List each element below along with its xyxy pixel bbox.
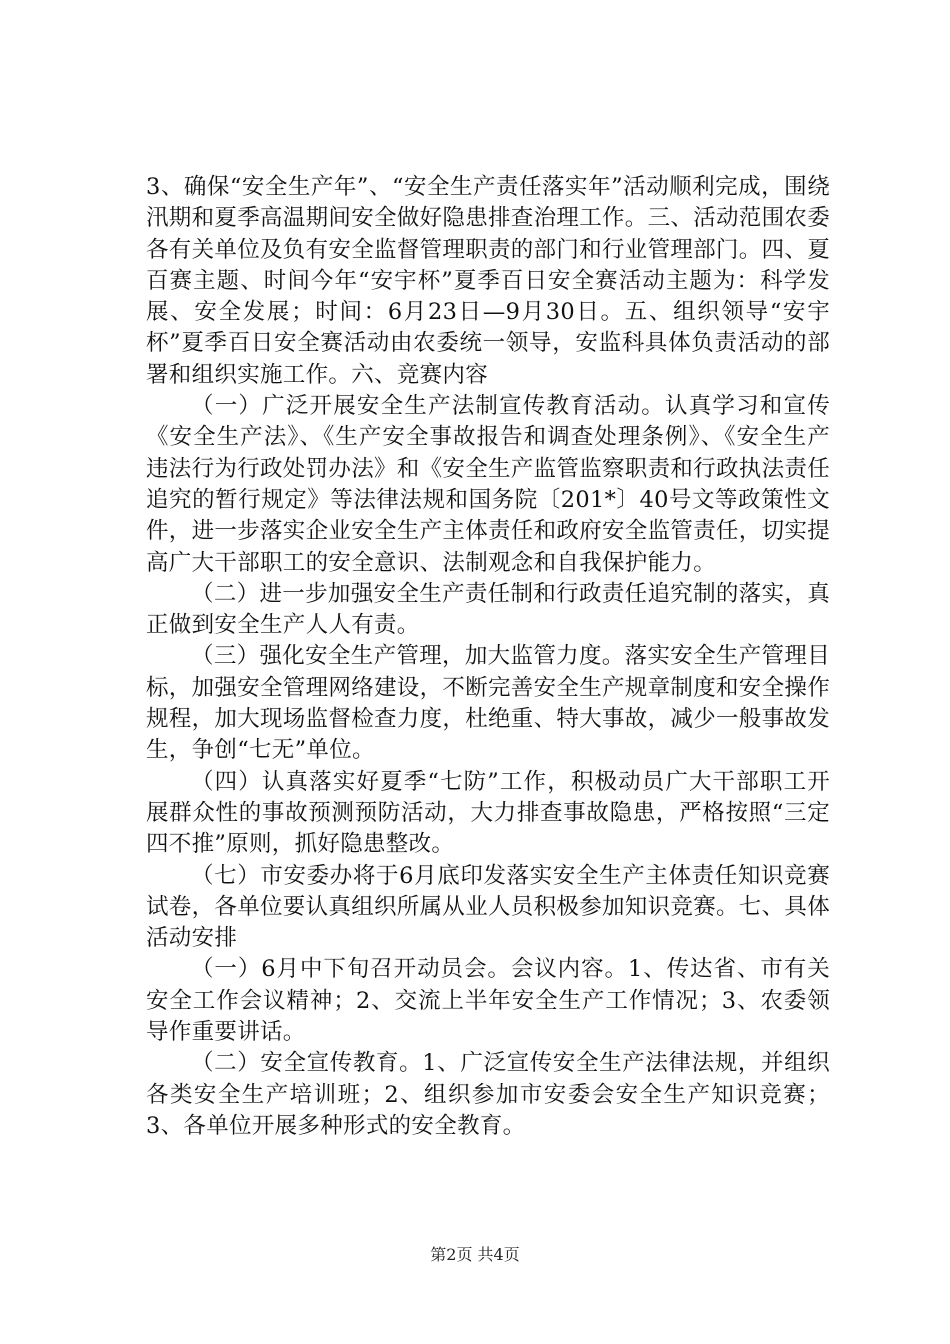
paragraph-activity-overview: 3、确保“安全生产年”、“安全生产责任落实年”活动顺利完成，围绕汛期和夏季高温期间安全做好隐患排查治理工作。三、活动范围农委各有关单位及负有安全监督管理职责的部门和行业管理部门。四、夏百赛主题、时间今年“安宇杯”夏季百日安全赛活动主题为：科学发展、安全发展；时间：6月23日—9月30日。五、组织领导“安宇杯”夏季百日安全赛活动由农委统一领导，安监科具体负责活动的部署和组织实施工作。六、竞赛内容 [146, 174, 831, 388]
paragraph-summer-prevention: （四）认真落实好夏季“七防”工作，积极动员广大干部职工开展群众性的事故预测预防活动，大力排查事故隐患，严格按照“三定四不推”原则，抓好隐患整改。 [146, 768, 830, 858]
paragraph-mobilization-meeting: （一）6月中下旬召开动员会。会议内容。1、传达省、市有关安全工作会议精神；2、交流上半年安全生产工作情况；3、农委领导作重要讲话。 [146, 956, 830, 1046]
paragraph-safety-management: （三）强化安全生产管理，加大监管力度。落实安全生产管理目标，加强安全管理网络建设，不断完善安全生产规章制度和安全操作规程，加大现场监督检查力度，杜绝重、特大事故，减少一般事故发生，争创“七无”单位。 [146, 643, 831, 764]
document-body [146, 172, 830, 1142]
paragraph-knowledge-contest: （七）市安委办将于6月底印发落实安全生产主体责任知识竞赛试卷，各单位要认真组织所属从业人员积极参加知识竞赛。七、具体活动安排 [146, 862, 831, 952]
paragraph-legal-education: （一）广泛开展安全生产法制宣传教育活动。认真学习和宣传《安全生产法》、《生产安全事故报告和调查处理条例》、《安全生产违法行为行政处罚办法》和《安全生产监管监察职责和行政执法责任追究的暂行规定》等法律法规和国务院〔201*〕40号文等政策性文件，进一步落实企业安全生产主体责任和政府安全监管责任，切实提高广大干部职工的安全意识、法制观念和自我保护能力。 [146, 393, 831, 576]
paragraph-safety-publicity: （二）安全宣传教育。1、广泛宣传安全生产法律法规，并组织各类安全生产培训班；2、组织参加市安委会安全生产知识竞赛；3、各单位开展多种形式的安全教育。 [146, 1050, 830, 1139]
page-number-footer: 第2页 共4页 [430, 1245, 520, 1264]
paragraph-responsibility-system: （二）进一步加强安全生产责任制和行政责任追究制的落实，真正做到安全生产人人有责。 [146, 580, 830, 639]
